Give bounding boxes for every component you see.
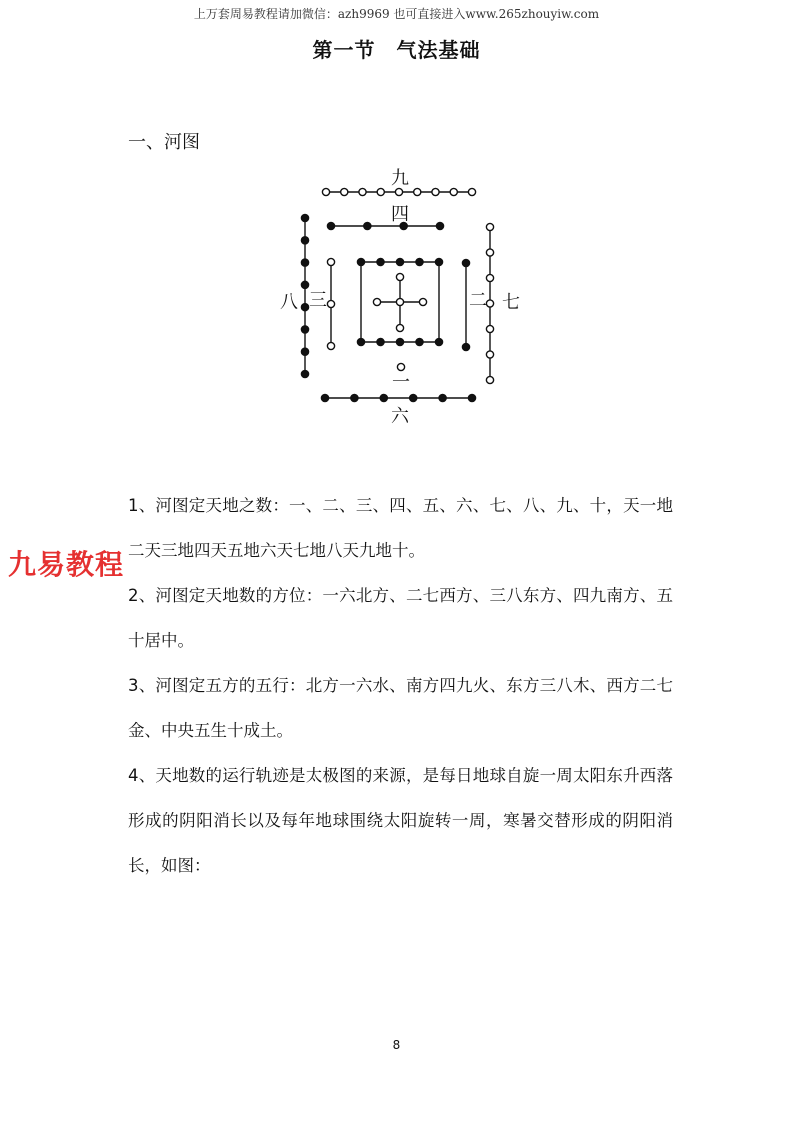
six-row-dot bbox=[380, 394, 387, 401]
nine-row-dot bbox=[468, 188, 475, 195]
ten-top-dot bbox=[377, 258, 384, 265]
paragraph-4: 4、天地数的运行轨迹是太极图的来源，是每日地球自旋一周太阳东升西落形成的阴阳消长以及每年地球围绕太阳旋转一周，寒暑交替形成的阴阳消长，如图： bbox=[128, 766, 673, 875]
four-row-dot bbox=[364, 222, 371, 229]
seven-column-dot bbox=[486, 325, 493, 332]
label-left-outer: 八 bbox=[280, 292, 298, 313]
label-left-inner: 三 bbox=[309, 290, 327, 311]
four-row-dot bbox=[327, 222, 334, 229]
seven-column-dot bbox=[486, 351, 493, 358]
label-right-inner: 二 bbox=[469, 290, 487, 311]
ten-top-dot bbox=[396, 258, 403, 265]
label-lower-inner: 一 bbox=[392, 372, 410, 393]
eight-column-dot bbox=[301, 370, 308, 377]
nine-row-dot bbox=[414, 188, 421, 195]
eight-column-dot bbox=[301, 237, 308, 244]
six-row-dot bbox=[410, 394, 417, 401]
five-dot bbox=[396, 324, 403, 331]
nine-row-dot bbox=[450, 188, 457, 195]
eight-column-dot bbox=[301, 281, 308, 288]
ten-top-dot bbox=[435, 258, 442, 265]
three-column-dot bbox=[327, 258, 334, 265]
nine-row-dot bbox=[395, 188, 402, 195]
ten-bottom-dot bbox=[377, 338, 384, 345]
nine-row-dot bbox=[322, 188, 329, 195]
six-row-dot bbox=[439, 394, 446, 401]
watermark-logo: 九易教程 bbox=[8, 548, 125, 581]
label-bottom: 六 bbox=[391, 406, 409, 427]
section-heading: 一、河图 bbox=[128, 132, 200, 153]
two-column-dot bbox=[462, 343, 469, 350]
page-number: 8 bbox=[392, 1038, 401, 1052]
seven-column-dot bbox=[486, 376, 493, 383]
seven-column-dot bbox=[486, 274, 493, 281]
paragraph-3: 3、河图定五方的五行：北方一六水、南方四九火、东方三八木、西方二七金、中央五生十成土。 bbox=[128, 676, 673, 740]
six-row-dot bbox=[321, 394, 328, 401]
page-title: 第一节 气法基础 bbox=[312, 38, 481, 62]
five-dot bbox=[396, 273, 403, 280]
label-upper-inner: 四 bbox=[391, 204, 409, 225]
five-dot bbox=[373, 298, 380, 305]
label-right-outer: 七 bbox=[502, 292, 520, 313]
three-column-dot bbox=[327, 300, 334, 307]
ten-bottom-dot bbox=[435, 338, 442, 345]
one-dot bbox=[397, 363, 404, 370]
label-top: 九 bbox=[391, 168, 409, 189]
six-row-dot bbox=[468, 394, 475, 401]
three-column-dot bbox=[327, 342, 334, 349]
seven-column-dot bbox=[486, 249, 493, 256]
body-text bbox=[128, 483, 673, 888]
page-header: 上万套周易教程请加微信：azh9969 也可直接进入www.265zhouyiw.com bbox=[193, 7, 600, 21]
seven-column-dot bbox=[486, 223, 493, 230]
eight-column-dot bbox=[301, 304, 308, 311]
ten-bottom-dot bbox=[416, 338, 423, 345]
nine-row-dot bbox=[359, 188, 366, 195]
nine-row-dot bbox=[341, 188, 348, 195]
nine-row-dot bbox=[432, 188, 439, 195]
two-column-dot bbox=[462, 259, 469, 266]
six-row-dot bbox=[351, 394, 358, 401]
four-row-dot bbox=[436, 222, 443, 229]
paragraph-1: 1、河图定天地之数：一、二、三、四、五、六、七、八、九、十，天一地二天三地四天五地六天七地八天九地十。 bbox=[128, 496, 673, 560]
eight-column-dot bbox=[301, 259, 308, 266]
ten-top-dot bbox=[416, 258, 423, 265]
seven-column-dot bbox=[486, 300, 493, 307]
eight-column-dot bbox=[301, 348, 308, 355]
eight-column-dot bbox=[301, 326, 308, 333]
nine-row-dot bbox=[377, 188, 384, 195]
five-dot bbox=[396, 298, 403, 305]
ten-bottom-dot bbox=[396, 338, 403, 345]
paragraph-2: 2、河图定天地数的方位：一六北方、二七西方、三八东方、四九南方、五十居中。 bbox=[128, 586, 673, 650]
five-dot bbox=[419, 298, 426, 305]
hetu-diagram bbox=[270, 160, 530, 430]
eight-column-dot bbox=[301, 214, 308, 221]
ten-bottom-dot bbox=[357, 338, 364, 345]
ten-top-dot bbox=[357, 258, 364, 265]
